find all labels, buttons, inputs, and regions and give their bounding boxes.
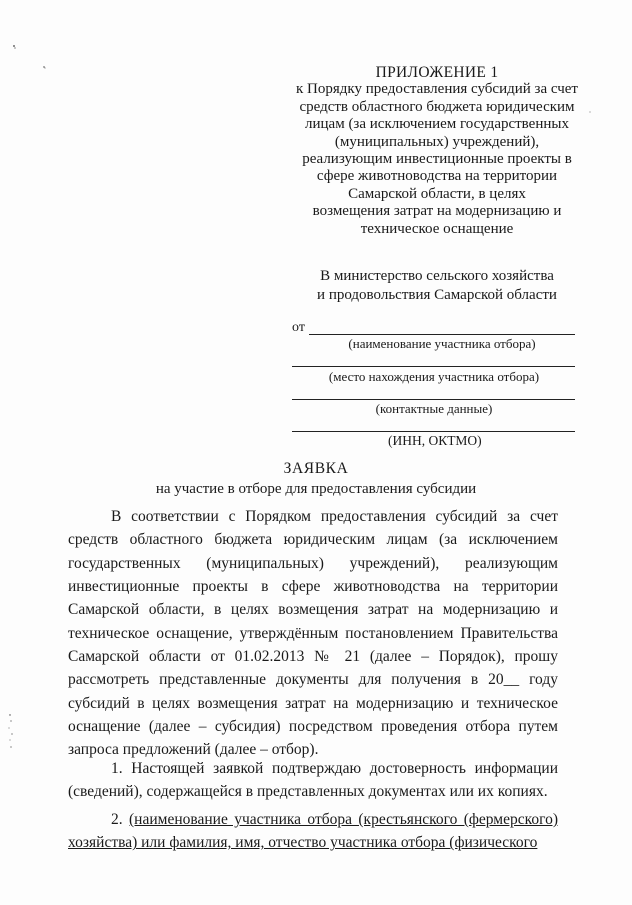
applicant-location-line[interactable]: [292, 366, 575, 367]
addressee-block: [292, 267, 582, 305]
applicant-name-caption: (наименование участника отбора): [348, 336, 536, 351]
annex-line: Самарской области, в целях: [348, 185, 526, 202]
main-paragraph: [68, 505, 558, 762]
applicant-inn-line[interactable]: [292, 431, 575, 432]
main-paragraph-text: В соответствии с Порядком предоставления субсидий за счет средств областного бюджета юридическим лицам (за исключением государственных (муниципальных) учреждений), реализующим инвестиционные проекты в сфере животноводства на территории Самарской области, в целях возмещения затрат на модернизацию и техническое оснащение, утверждённым постановлением Правительства Самарской области от 01.02.2013 № 21 (далее – Порядок), прошу рассмотреть представленные документы для получения в 20__ году субсидий в целях возмещения затрат на модернизацию и техническое оснащение (далее – субсидия) посредством проведения отбора путем запроса предложений (далее – отбор).: [68, 508, 558, 759]
annex-line: лицам (за исключением государственных: [305, 116, 569, 133]
applicant-contacts-caption: (контактные данные): [375, 401, 493, 416]
annex-line: сфере животноводства на территории: [316, 168, 558, 185]
annex-header: [292, 64, 582, 238]
item-1-paragraph: 1. Настоящей заявкой подтверждаю достоверность информации (сведений), содержащейся в представленных документах или их копиях.: [68, 760, 558, 801]
item-2-number: 2.: [111, 811, 129, 828]
applicant-name-line[interactable]: [309, 334, 575, 335]
applicant-inn-caption: (ИНН, ОКТМО): [388, 433, 482, 448]
item-2-paragraph: [68, 808, 558, 855]
annex-line: возмещения затрат на модернизацию и: [312, 203, 562, 220]
annex-line: техническое оснащение: [360, 220, 514, 237]
addressee-line-2: и продовольствия Самарской области: [317, 287, 557, 303]
annex-line: к Порядку предоставления субсидий за счет: [296, 81, 578, 98]
item-2-underlined-text: (наименование участника отбора (крестьянского (фермерского) хозяйства) или фамилия, имя, отчество участника отбора (физического: [68, 811, 558, 852]
document-title: ЗАЯВКА: [283, 460, 349, 477]
annex-title: ПРИЛОЖЕНИЕ 1: [375, 64, 499, 81]
annex-line: средств областного бюджета юридическим: [299, 98, 575, 115]
annex-line: реализующим инвестиционные проекты в: [302, 151, 572, 168]
from-label: от: [292, 320, 305, 335]
applicant-contacts-line[interactable]: [292, 399, 575, 400]
document-subtitle: на участие в отборе для предоставления субсидии: [155, 481, 477, 497]
annex-line: (муниципальных) учреждений),: [334, 133, 540, 150]
applicant-location-caption: (место нахождения участника отбора): [328, 369, 540, 384]
addressee-line-1: В министерство сельского хозяйства: [320, 268, 554, 284]
